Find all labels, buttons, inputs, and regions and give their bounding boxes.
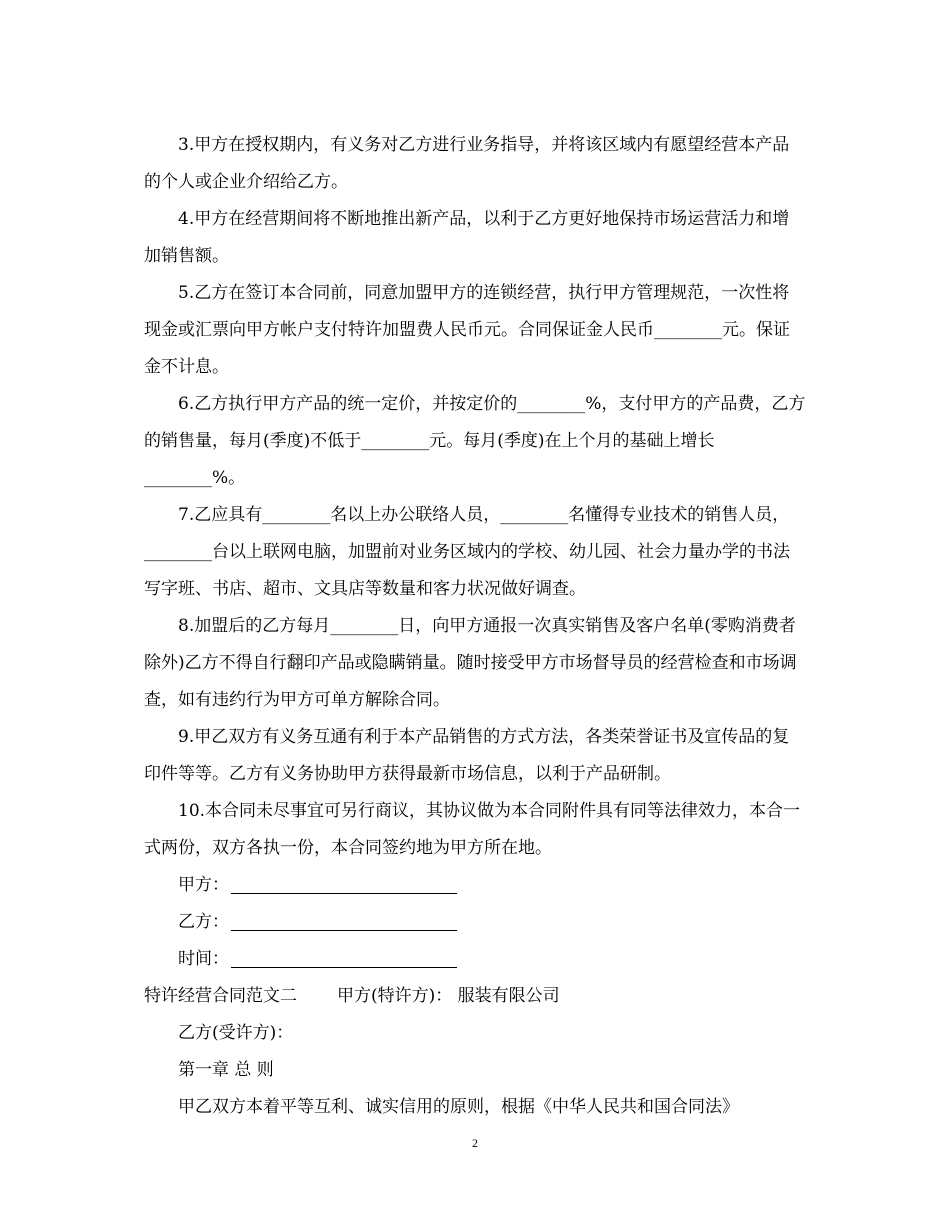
signature-party-b bbox=[178, 904, 457, 941]
second-contract-title: 特许经营合同范文二 bbox=[144, 986, 297, 1006]
clause-6: 6.乙方执行甲方产品的统一定价，并按定价的________%，支付甲方的产品费，乙方的销售量，每月(季度)不低于________元。每月(季度)在上个月的基础上增长________%。 bbox=[144, 394, 806, 488]
second-contract-intro: 甲乙双方本着平等互利、诚实信用的原则，根据《中华人民共和国合同法》 bbox=[178, 1097, 739, 1117]
clause-10: 10.本合同未尽事宜可另行商议，其协议做为本合同附件具有同等法律效力，本合一式两份，双方各执一份，本合同签约地为甲方所在地。 bbox=[144, 801, 801, 858]
clause-8: 8.加盟后的乙方每月________日，向甲方通报一次真实销售及客户名单(零购消费者除外)乙方不得自行翻印产品或隐瞒销量。随时接受甲方市场督导员的经营检查和市场调查，如有违约行为甲方可单方解除合同。 bbox=[144, 616, 797, 710]
clause-9: 9.甲乙双方有义务互通有利于本产品销售的方式方法，各类荣誉证书及宣传品的复印件等等。乙方有义务协助甲方获得最新市场信息，以利于产品研制。 bbox=[144, 727, 790, 784]
signature-party-a bbox=[178, 867, 457, 904]
clause-3: 3.甲方在授权期内，有义务对乙方进行业务指导，并将该区域内有愿望经营本产品的个人或企业介绍给乙方。 bbox=[144, 135, 790, 192]
party-a-label: 甲方： bbox=[178, 875, 229, 895]
clause-5: 5.乙方在签订本合同前，同意加盟甲方的连锁经营，执行甲方管理规范，一次性将现金或汇票向甲方帐户支付特许加盟费人民币元。合同保证金人民币________元。保证金不计息。 bbox=[144, 283, 790, 377]
date-blank bbox=[231, 947, 457, 968]
party-b-blank bbox=[231, 910, 457, 931]
party-a-blank bbox=[231, 873, 457, 894]
clause-4: 4.甲方在经营期间将不断地推出新产品，以利于乙方更好地保持市场运营活力和增加销售额。 bbox=[144, 209, 790, 266]
chapter-title: 第一章 总 则 bbox=[178, 1060, 274, 1080]
second-contract-party-b: 乙方(受许方)： bbox=[178, 1023, 294, 1043]
party-b-label: 乙方： bbox=[178, 912, 229, 932]
clause-7: 7.乙应具有________名以上办公联络人员，________名懂得专业技术的销售人员，________台以上联网电脑，加盟前对业务区域内的学校、幼儿园、社会力量办学的书法写字班、书店、超市、文具店等数量和客力状况做好调查。 bbox=[144, 505, 790, 599]
second-contract-party-a: 甲方(特许方)： 服装有限公司 bbox=[337, 986, 560, 1006]
date-label: 时间： bbox=[178, 949, 229, 969]
page-number: 2 bbox=[472, 1136, 478, 1150]
second-contract-heading bbox=[144, 978, 560, 1015]
signature-date bbox=[178, 941, 457, 978]
